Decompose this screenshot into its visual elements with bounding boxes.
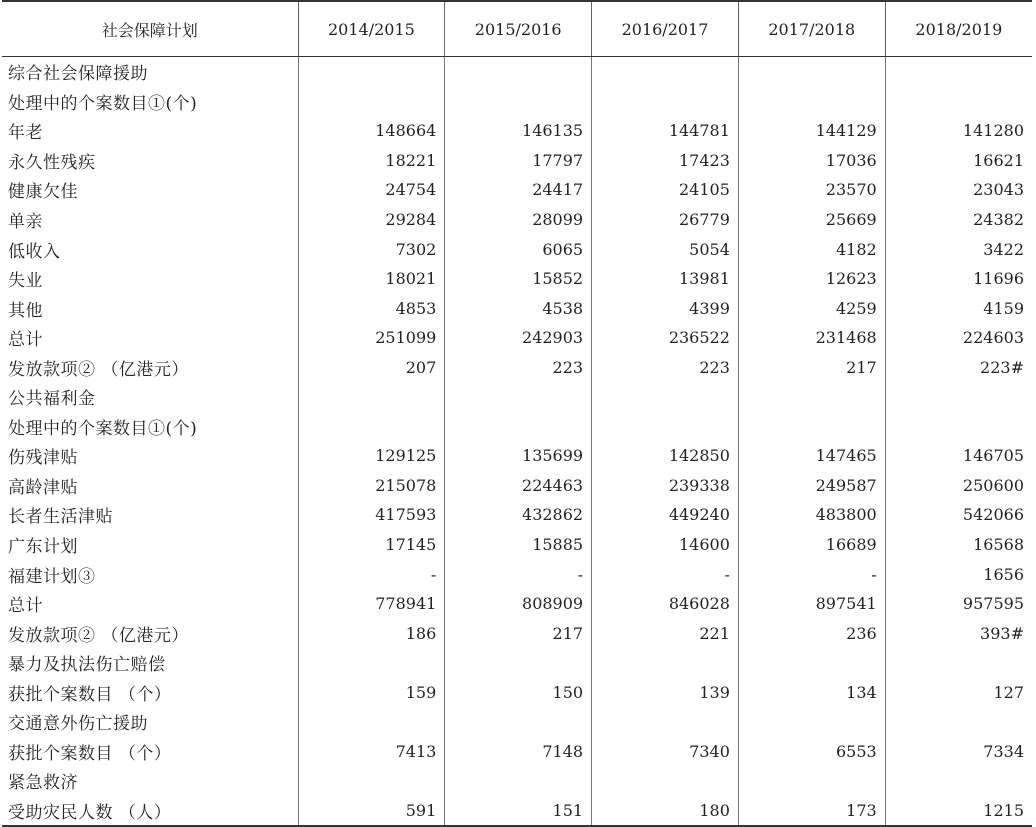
cell-value	[298, 57, 445, 87]
cell-value: 223#	[885, 352, 1032, 382]
cell-value: 159	[298, 677, 445, 707]
cell-value	[445, 766, 592, 796]
row-label: 永久性残疾	[8, 152, 96, 173]
cell-value: 139	[592, 677, 739, 707]
cell-value	[298, 412, 445, 442]
cell-value: 4853	[298, 293, 445, 323]
cell-value: 778941	[298, 589, 445, 619]
cell-value: 26779	[592, 205, 739, 235]
row-label: 失业	[8, 271, 43, 292]
table-row	[2, 175, 1032, 205]
cell-value	[445, 57, 592, 87]
cell-value: 7334	[885, 737, 1032, 767]
table-row	[2, 766, 1032, 796]
cell-value: 150	[445, 677, 592, 707]
row-label: 暴力及执法伤亡赔偿	[8, 655, 166, 676]
table-row	[2, 707, 1032, 737]
cell-value: 7302	[298, 234, 445, 264]
cell-value: 207	[298, 352, 445, 382]
cell-value: -	[298, 559, 445, 589]
table-row	[2, 471, 1032, 501]
cell-value: 11696	[885, 264, 1032, 294]
cell-value: 18221	[298, 146, 445, 176]
cell-value	[592, 87, 739, 117]
cell-value: 4538	[445, 293, 592, 323]
row-label: 其他	[8, 300, 43, 321]
cell-value: 5054	[592, 234, 739, 264]
row-label: 紧急救济	[8, 773, 78, 794]
cell-value: 17036	[738, 146, 885, 176]
table-row	[2, 205, 1032, 235]
cell-value: 3422	[885, 234, 1032, 264]
cell-value: 1215	[885, 796, 1032, 827]
cell-value	[738, 648, 885, 678]
row-label: 福建计划③	[8, 566, 96, 587]
cell-value	[885, 382, 1032, 412]
cell-value: 483800	[738, 500, 885, 530]
cell-value	[592, 766, 739, 796]
cell-value: 186	[298, 618, 445, 648]
cell-value: 6553	[738, 737, 885, 767]
table-header	[2, 1, 1032, 57]
table-row	[2, 737, 1032, 767]
row-label: 获批个案数目 （个）	[8, 743, 172, 764]
cell-value: 16568	[885, 530, 1032, 560]
cell-value: 542066	[885, 500, 1032, 530]
table-row	[2, 116, 1032, 146]
header-year: 2015/2016	[445, 1, 592, 57]
row-label: 受助灾民人数 （人）	[2, 796, 298, 827]
cell-value: 23043	[885, 175, 1032, 205]
cell-value	[738, 707, 885, 737]
table-row	[2, 57, 1032, 87]
cell-value: 432862	[445, 500, 592, 530]
cell-value	[298, 707, 445, 737]
cell-value: 135699	[445, 441, 592, 471]
row-label: 公共福利金	[8, 389, 96, 410]
cell-value: 16621	[885, 146, 1032, 176]
table-row	[2, 500, 1032, 530]
table-row	[2, 441, 1032, 471]
cell-value: 12623	[738, 264, 885, 294]
row-label: 交通意外伤亡援助	[8, 714, 148, 735]
row-label: 长者生活津贴	[8, 507, 113, 528]
cell-value	[738, 382, 885, 412]
cell-value: 217	[445, 618, 592, 648]
cell-value	[592, 57, 739, 87]
cell-value: 249587	[738, 471, 885, 501]
table-row	[2, 323, 1032, 353]
table-row	[2, 530, 1032, 560]
cell-value: 146705	[885, 441, 1032, 471]
row-label: 发放款项② （亿港元）	[8, 625, 189, 646]
cell-value: 236522	[592, 323, 739, 353]
row-label: 获批个案数目 （个）	[8, 684, 172, 705]
cell-value: 223	[592, 352, 739, 382]
cell-value: 148664	[298, 116, 445, 146]
table-row	[2, 293, 1032, 323]
table-row	[2, 559, 1032, 589]
table-row	[2, 796, 1032, 827]
table-body	[2, 57, 1032, 827]
cell-value	[592, 412, 739, 442]
cell-value	[445, 707, 592, 737]
cell-value: -	[445, 559, 592, 589]
cell-value: 141280	[885, 116, 1032, 146]
cell-value: 251099	[298, 323, 445, 353]
cell-value	[738, 57, 885, 87]
row-label: 健康欠佳	[8, 182, 78, 203]
cell-value	[885, 648, 1032, 678]
table-row	[2, 146, 1032, 176]
cell-value: 14600	[592, 530, 739, 560]
cell-value: 129125	[298, 441, 445, 471]
cell-value	[298, 382, 445, 412]
cell-value: 18021	[298, 264, 445, 294]
table-row	[2, 677, 1032, 707]
cell-value: 28099	[445, 205, 592, 235]
cell-value: 127	[885, 677, 1032, 707]
cell-value: 215078	[298, 471, 445, 501]
cell-value: 24105	[592, 175, 739, 205]
header-year: 2014/2015	[298, 1, 445, 57]
cell-value: 250600	[885, 471, 1032, 501]
row-label: 总计	[8, 330, 43, 351]
cell-value	[445, 87, 592, 117]
cell-value: 17145	[298, 530, 445, 560]
cell-value	[885, 707, 1032, 737]
cell-value	[445, 648, 592, 678]
cell-value: 393#	[885, 618, 1032, 648]
cell-value	[592, 648, 739, 678]
row-label: 年老	[8, 123, 43, 144]
cell-value: 180	[592, 796, 739, 827]
table-row	[2, 382, 1032, 412]
cell-value	[298, 87, 445, 117]
cell-value: 7340	[592, 737, 739, 767]
cell-value: 846028	[592, 589, 739, 619]
cell-value: 134	[738, 677, 885, 707]
table-row	[2, 234, 1032, 264]
cell-value	[592, 707, 739, 737]
cell-value: 24754	[298, 175, 445, 205]
cell-value: 239338	[592, 471, 739, 501]
cell-value: 1656	[885, 559, 1032, 589]
cell-value: 15852	[445, 264, 592, 294]
header-label: 社会保障计划	[2, 1, 298, 57]
row-label: 发放款项② （亿港元）	[8, 359, 189, 380]
cell-value	[885, 766, 1032, 796]
row-label: 伤残津贴	[8, 448, 78, 469]
cell-value	[445, 382, 592, 412]
cell-value: 17423	[592, 146, 739, 176]
cell-value: 173	[738, 796, 885, 827]
cell-value: 6065	[445, 234, 592, 264]
cell-value: 4399	[592, 293, 739, 323]
row-label: 处理中的个案数目①(个)	[8, 93, 198, 114]
row-label: 单亲	[8, 212, 43, 232]
cell-value	[885, 57, 1032, 87]
cell-value: 957595	[885, 589, 1032, 619]
cell-value: 223	[445, 352, 592, 382]
table-row	[2, 648, 1032, 678]
cell-value: 221	[592, 618, 739, 648]
cell-value: 224603	[885, 323, 1032, 353]
table-row	[2, 264, 1032, 294]
cell-value: 17797	[445, 146, 592, 176]
cell-value: 4259	[738, 293, 885, 323]
cell-value: 144129	[738, 116, 885, 146]
header-year: 2016/2017	[592, 1, 739, 57]
cell-value: 417593	[298, 500, 445, 530]
cell-value: 7148	[445, 737, 592, 767]
header-year: 2017/2018	[738, 1, 885, 57]
cell-value: 4159	[885, 293, 1032, 323]
cell-value: 236	[738, 618, 885, 648]
row-label: 处理中的个案数目①(个)	[8, 418, 198, 439]
cell-value: 4182	[738, 234, 885, 264]
table-row	[2, 87, 1032, 117]
cell-value: -	[738, 559, 885, 589]
cell-value: 24382	[885, 205, 1032, 235]
cell-value: 897541	[738, 589, 885, 619]
cell-value: 591	[298, 796, 445, 827]
cell-value: 231468	[738, 323, 885, 353]
row-label: 高龄津贴	[8, 477, 78, 498]
cell-value	[738, 87, 885, 117]
cell-value: 16689	[738, 530, 885, 560]
cell-value: 7413	[298, 737, 445, 767]
header-row	[2, 1, 1032, 57]
cell-value	[885, 87, 1032, 117]
cell-value: 146135	[445, 116, 592, 146]
table-row	[2, 412, 1032, 442]
cell-value: 29284	[298, 205, 445, 235]
cell-value	[445, 412, 592, 442]
cell-value: 13981	[592, 264, 739, 294]
cell-value: 144781	[592, 116, 739, 146]
cell-value	[738, 766, 885, 796]
cell-value: 808909	[445, 589, 592, 619]
cell-value: 151	[445, 796, 592, 827]
cell-value	[592, 382, 739, 412]
cell-value: 24417	[445, 175, 592, 205]
row-label: 低收入	[8, 241, 61, 262]
social-security-table	[2, 0, 1032, 827]
cell-value: 449240	[592, 500, 739, 530]
cell-value: 217	[738, 352, 885, 382]
cell-value	[885, 412, 1032, 442]
cell-value: 15885	[445, 530, 592, 560]
header-year: 2018/2019	[885, 1, 1032, 57]
cell-value: 142850	[592, 441, 739, 471]
table-row	[2, 352, 1032, 382]
row-label: 广东计划	[8, 537, 78, 558]
cell-value: 25669	[738, 205, 885, 235]
cell-value: 242903	[445, 323, 592, 353]
cell-value	[298, 766, 445, 796]
cell-value: -	[592, 559, 739, 589]
row-label: 总计	[8, 596, 43, 617]
row-label: 综合社会保障援助	[8, 64, 148, 85]
cell-value: 147465	[738, 441, 885, 471]
cell-value: 224463	[445, 471, 592, 501]
table-row	[2, 589, 1032, 619]
table-row	[2, 618, 1032, 648]
cell-value	[298, 648, 445, 678]
cell-value: 23570	[738, 175, 885, 205]
cell-value	[738, 412, 885, 442]
